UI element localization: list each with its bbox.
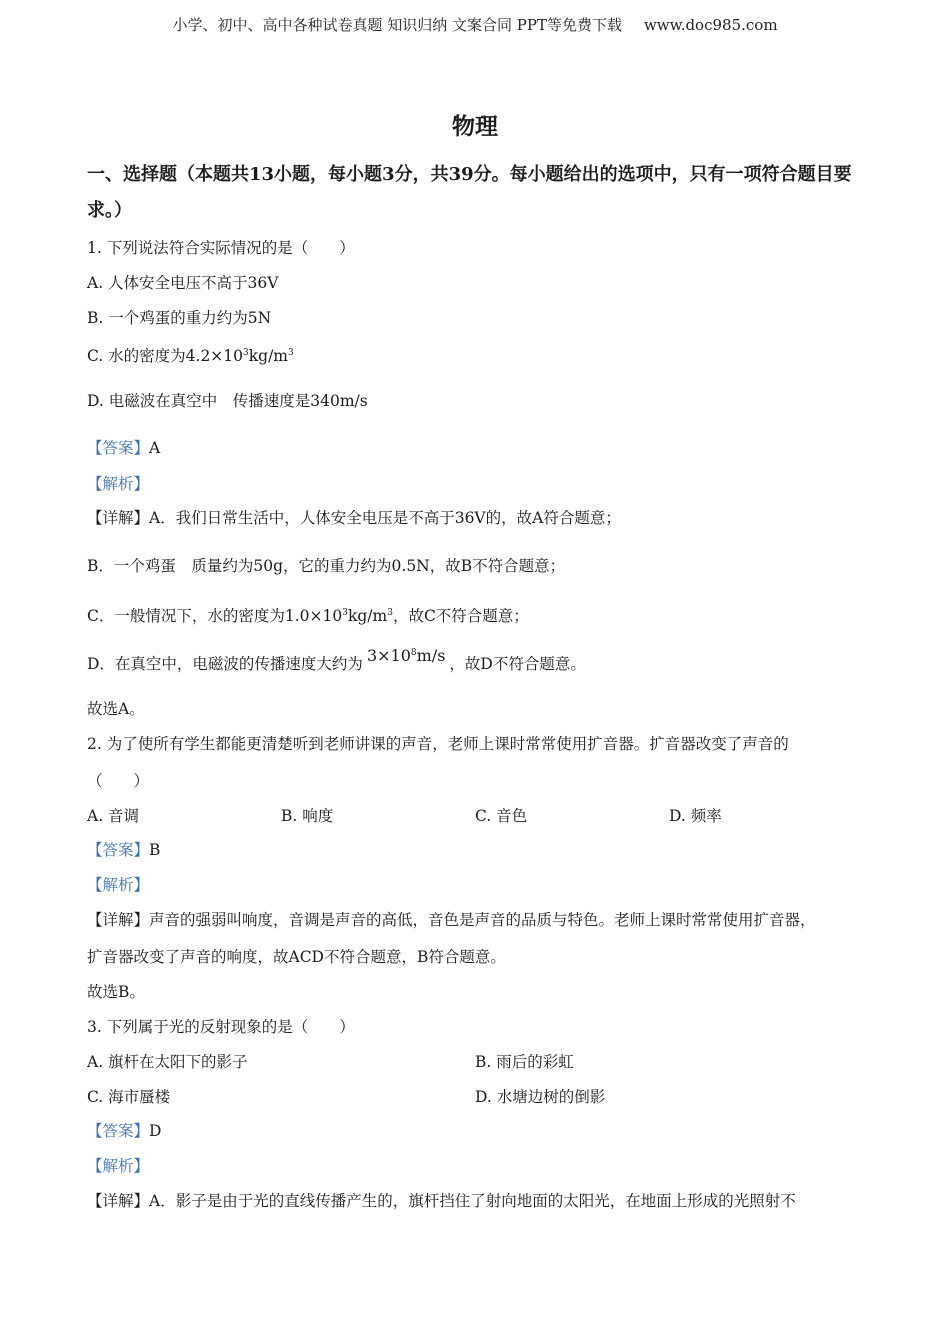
q1-option-d: D. 电磁波在真空中 传播速度是340m/s (87, 392, 368, 410)
answer-value: D (149, 1122, 162, 1140)
q1-option-c-exp: 3 (243, 348, 249, 358)
q3-answer (87, 1120, 161, 1142)
detail-text: A．影子是由于光的直线传播产生的，旗杆挡住了射向地面的太阳光，在地面上形成的光照射不 (149, 1192, 796, 1210)
q1-option-c-unit: kg/m (248, 347, 288, 365)
light-speed-formula (367, 646, 445, 665)
detail-text: A．我们日常生活中，人体安全电压是不高于36V的，故A符合题意； (149, 509, 621, 527)
q2-option-d: D. 频率 (669, 807, 722, 825)
answer-tag: 【答案】 (87, 1122, 150, 1140)
q3-analysis-tag: 【解析】 (87, 1157, 150, 1175)
q2-conclusion: 故选B。 (87, 983, 145, 1001)
q1-stem: 1. 下列说法符合实际情况的是（ ） (87, 239, 355, 257)
q1-option-b: B. 一个鸡蛋的重力约为5N (87, 309, 272, 327)
q1-option-a: A. 人体安全电压不高于36V (87, 274, 279, 292)
header-url[interactable]: www.doc985.com (643, 16, 778, 34)
q2-answer (87, 839, 160, 861)
q2-option-b: B. 响度 (281, 807, 334, 825)
detail-c-exp: 3 (342, 608, 348, 618)
page-header (0, 14, 950, 35)
formula-exp: 8 (410, 648, 417, 658)
answer-value: B (149, 841, 161, 859)
formula-unit: m/s (416, 646, 446, 665)
q2-detail-2: 扩音器改变了声音的响度，故ACD不符合题意，B符合题意。 (87, 948, 506, 966)
q3-stem: 3. 下列属于光的反射现象的是（ ） (87, 1018, 355, 1036)
formula-base: 3×10 (366, 646, 411, 665)
q1-detail-b: B．一个鸡蛋 质量约为50g，它的重力约为0.5N，故B不符合题意； (87, 557, 566, 575)
answer-value: A (149, 439, 161, 457)
q2-analysis-tag: 【解析】 (87, 876, 150, 894)
page-title: 物理 (452, 113, 498, 140)
q1-option-c-text: C. 水的密度为4.2×10 (87, 347, 244, 365)
q1-detail-d (87, 646, 586, 675)
q2-option-a: A. 音调 (87, 807, 140, 825)
detail-c-unit: kg/m (347, 607, 388, 625)
q3-option-b: B. 雨后的彩虹 (475, 1053, 574, 1071)
detail-c-text: C．一般情况下，水的密度为1.0×10 (87, 607, 343, 625)
q1-analysis-tag: 【解析】 (87, 475, 150, 493)
q1-option-c-unit-exp: 3 (288, 348, 294, 358)
detail-tag: 【详解】 (87, 1192, 150, 1210)
detail-tag: 【详解】 (87, 911, 150, 929)
q1-detail-a (87, 507, 621, 529)
detail-text: 声音的强弱叫响度，音调是声音的高低，音色是声音的品质与特色。老师上课时常常使用扩音器， (149, 911, 816, 929)
q3-option-c: C. 海市蜃楼 (87, 1088, 171, 1106)
q1-conclusion: 故选A。 (87, 700, 145, 718)
q2-detail-1 (87, 909, 816, 931)
q2-stem: 2. 为了使所有学生都能更清楚听到老师讲课的声音，老师上课时常常使用扩音器。扩音器改变了声音的 (87, 735, 789, 753)
detail-c-post: ，故C不符合题意； (392, 607, 529, 625)
q2-stem-cont: （ ） (87, 772, 150, 790)
answer-tag: 【答案】 (87, 439, 150, 457)
q1-answer (87, 437, 160, 459)
q2-option-c: C. 音色 (475, 807, 528, 825)
answer-tag: 【答案】 (87, 841, 150, 859)
q3-option-d: D. 水塘边树的倒影 (475, 1088, 606, 1106)
detail-d-text: D．在真空中，电磁波的传播速度大约为 (87, 655, 363, 673)
detail-tag: 【详解】 (87, 509, 150, 527)
q1-detail-c (87, 602, 529, 627)
detail-c-unit-exp: 3 (387, 608, 393, 618)
section-heading: 一、选择题（本题共13小题，每小题3分，共39分。每小题给出的选项中，只有一项符合题目要求。） (87, 164, 852, 221)
detail-d-post: ，故D不符合题意。 (449, 655, 586, 673)
q3-option-a: A. 旗杆在太阳下的影子 (87, 1053, 248, 1071)
q3-detail-a (87, 1190, 796, 1212)
q1-option-c (87, 342, 294, 367)
header-banner: 小学、初中、高中各种试卷真题 知识归纳 文案合同 PPT等免费下载 (172, 16, 622, 34)
